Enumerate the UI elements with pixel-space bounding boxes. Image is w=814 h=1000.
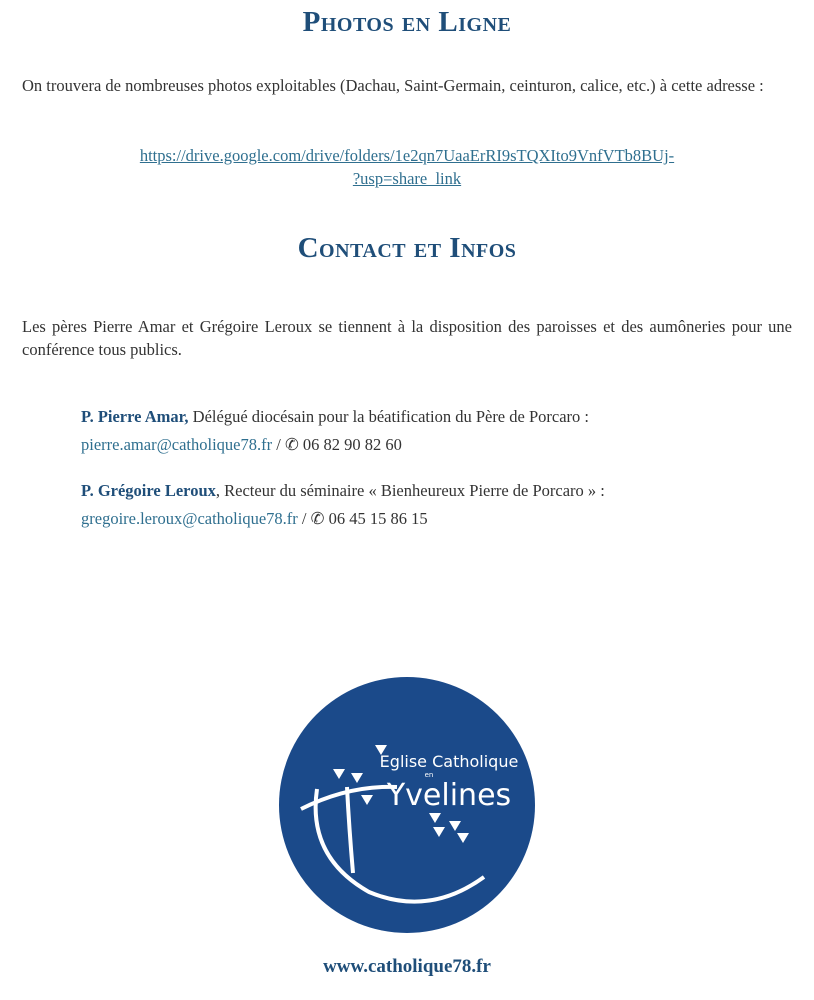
contact-email-link[interactable]: gregoire.leroux@catholique78.fr (81, 509, 298, 528)
contact-role: Délégué diocésain pour la béatification du Père de Porcaro : (188, 407, 589, 426)
photos-link[interactable] (60, 144, 754, 190)
contact-separator: / (297, 509, 311, 528)
phone-icon: ✆ (310, 509, 325, 528)
contact-name: P. Pierre Amar, (81, 407, 189, 426)
contact-phone: 06 82 90 82 60 (298, 435, 402, 454)
photos-link-line1[interactable]: https://drive.google.com/drive/folders/1e2qn7UaaErRI9sTQXIto9VnfVTb8BUj- (139, 146, 675, 165)
logo-text-line2: en (424, 771, 434, 779)
diocese-logo (279, 677, 535, 933)
photos-intro: On trouvera de nombreuses photos exploitables (Dachau, Saint-Germain, ceinturon, calice, etc.) à cette adresse : (22, 76, 764, 95)
contact-name: P. Grégoire Leroux (81, 481, 216, 500)
contact-email-link[interactable]: pierre.amar@catholique78.fr (81, 435, 273, 454)
phone-icon: ✆ (284, 435, 299, 454)
contact-intro: Les pères Pierre Amar et Grégoire Leroux se tiennent à la disposition des paroisses et des aumôneries pour une conférence tous publics. (22, 317, 792, 359)
contact-phone: 06 45 15 86 15 (324, 509, 428, 528)
website-link[interactable]: www.catholique78.fr (323, 956, 491, 977)
photos-link-line2[interactable]: ?usp=share_link (352, 169, 462, 188)
logo-text-line1: Eglise Catholique (379, 752, 519, 771)
photos-heading: Photos en Ligne (302, 6, 512, 38)
contact-entry-amar (81, 403, 781, 459)
logo-text-line3: Yvelines (386, 778, 512, 813)
contact-entry-leroux (81, 477, 781, 533)
contact-role: , Recteur du séminaire « Bienheureux Pierre de Porcaro » : (215, 481, 605, 500)
contact-heading: Contact et Infos (297, 232, 517, 264)
contact-separator: / (272, 435, 285, 454)
